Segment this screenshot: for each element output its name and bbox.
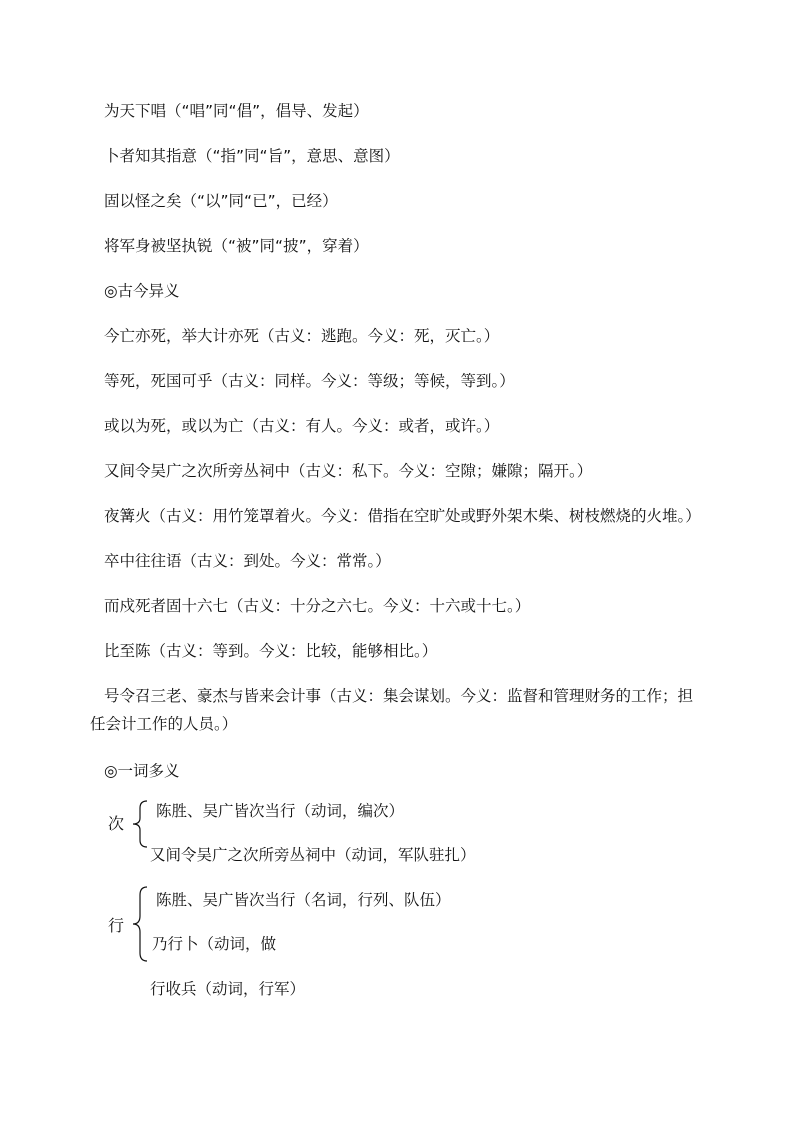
- brace-ci: [131, 800, 149, 848]
- polysemy-word-xing: 行: [108, 916, 125, 935]
- brace-xing: [131, 886, 149, 962]
- gujin-line-3: 或以为死，或以为亡（古义：有人。今义：或者，或许。）: [104, 417, 500, 435]
- gujin-long-line-1: 号令召三老、豪杰与皆来会计事（古义：集会谋划。今义：监督和管理财务的工作；担: [104, 687, 694, 705]
- ci-sense-1: 陈胜、吴广皆次当行（动词，编次）: [156, 802, 405, 820]
- xing-sense-1: 陈胜、吴广皆次当行（名词，行列、队伍）: [156, 891, 451, 909]
- gujin-line-4: 又间令吴广之次所旁丛祠中（古义：私下。今义：空隙；嫌隙；隔开。）: [104, 462, 593, 480]
- gujin-line-7: 而戍死者固十六七（古义：十分之六七。今义：十六或十七。）: [104, 597, 531, 615]
- xing-sense-2: 乃行卜（动词，做: [152, 935, 277, 953]
- gujin-line-5: 夜篝火（古义：用竹笼罩着火。今义：借指在空旷处或野外架木柴、树枝燃烧的火堆。）: [104, 507, 701, 525]
- gujin-long-line-2: 任会计工作的人员。）: [90, 715, 238, 733]
- gujin-line-6: 卒中往往语（古义：到处。今义：常常。）: [104, 552, 391, 570]
- gujin-line-8: 比至陈（古义：等到。今义：比较，能够相比。）: [104, 642, 438, 660]
- section-heading-yici: ◎一词多义: [104, 762, 180, 780]
- xing-sense-3: 行收兵（动词，行军）: [150, 980, 306, 998]
- tongjia-line-3: 固以怪之矣（“以”同“已”，已经）: [104, 192, 338, 210]
- tongjia-line-4: 将军身被坚执锐（“被”同“披”，穿着）: [104, 237, 369, 255]
- tongjia-line-2: 卜者知其指意（“指”同“旨”，意思、意图）: [104, 147, 400, 165]
- gujin-line-1: 今亡亦死，举大计亦死（古义：逃跑。今义：死，灭亡。）: [104, 327, 500, 345]
- gujin-line-2: 等死，死国可乎（古义：同样。今义：等级；等候，等到。）: [104, 372, 515, 390]
- section-heading-gujin: ◎古今异义: [104, 282, 180, 300]
- polysemy-word-ci: 次: [108, 814, 125, 833]
- ci-sense-2: 又间令吴广之次所旁丛祠中（动词，军队驻扎）: [150, 846, 476, 864]
- tongjia-line-1: 为天下唱（“唱”同“倡”，倡导、发起）: [104, 102, 369, 120]
